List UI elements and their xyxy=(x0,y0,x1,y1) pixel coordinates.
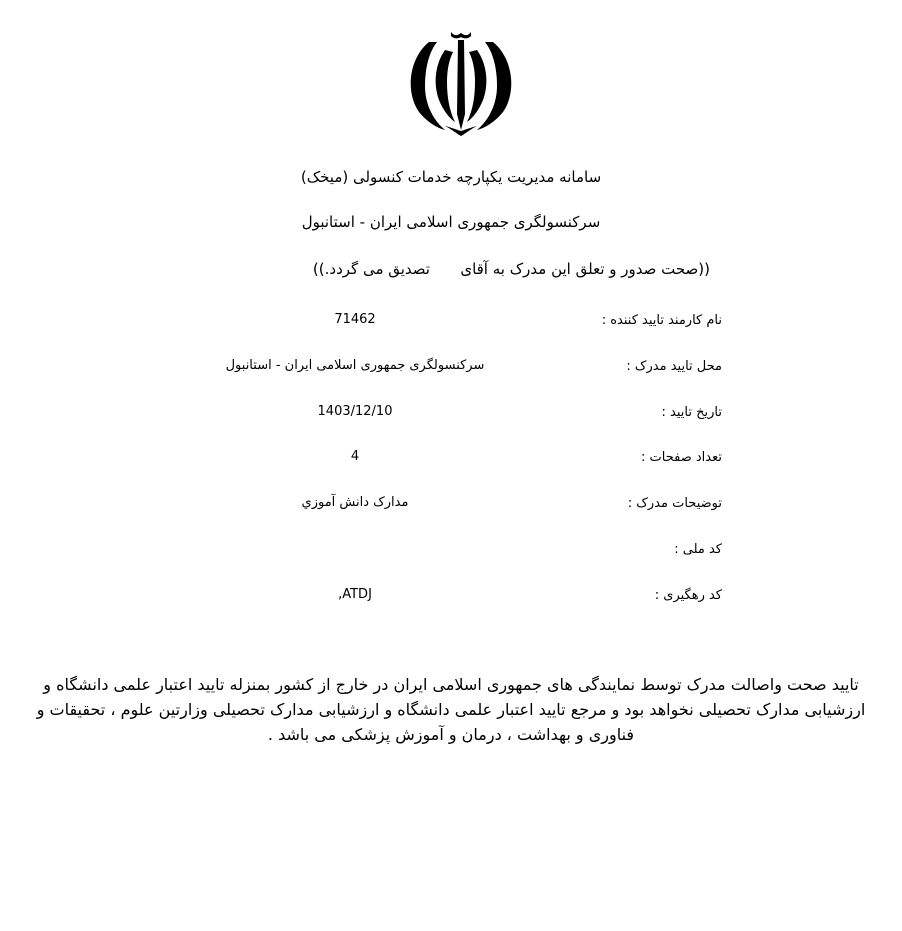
field-label-verification-date: تاریخ تایید : xyxy=(661,405,722,420)
field-label-verifier-id: نام کارمند تایید کننده : xyxy=(601,313,722,328)
field-value-verification-date: 1403/12/10 xyxy=(317,404,393,419)
field-label-verification-place: محل تایید مدرک : xyxy=(626,359,722,374)
system-title: سامانه مدیریت یکپارچه خدمات کنسولی (میخک) xyxy=(300,168,602,186)
statement-part-b: تصدیق می گردد.)) xyxy=(312,260,430,278)
field-value-verifier-id: 71462 xyxy=(334,312,376,327)
field-value-verification-place: سرکنسولگری جمهوری اسلامی ایران - استانبول xyxy=(225,358,485,373)
field-value-tracking-code: ATDJ, xyxy=(338,587,372,602)
verification-statement xyxy=(190,260,710,282)
disclaimer-text: تایید صحت واصالت مدرک توسط نمایندگی های جمهوری اسلامی ایران در خارج از کشور بمنزله تایید اعتبار علمی دانشگاه و ارزشیابی مدارک تحصیلی نخواهد بود و مرجع تایید اعتبار علمی دانشگاه و ارزشیابی مدارک تحصیلی وزارتین علوم ، تحقیقات و فناوری و بهداشت ، درمان و آموزش پزشکی می باشد . xyxy=(36,675,866,744)
iran-emblem-icon xyxy=(405,30,517,136)
field-label-national-code: کد ملی : xyxy=(674,542,722,557)
field-label-page-count: تعداد صفحات : xyxy=(641,450,722,465)
statement-part-a: ((صحت صدور و تعلق این مدرک به آقای xyxy=(460,260,710,278)
consulate-title: سرکنسولگری جمهوری اسلامی ایران - استانبول xyxy=(301,213,601,231)
field-value-document-description: مدارک دانش آموزي xyxy=(301,495,409,510)
field-label-tracking-code: کد رهگیری : xyxy=(654,588,722,603)
field-value-page-count: 4 xyxy=(350,449,360,464)
field-label-document-description: توضیحات مدرک : xyxy=(627,496,722,511)
